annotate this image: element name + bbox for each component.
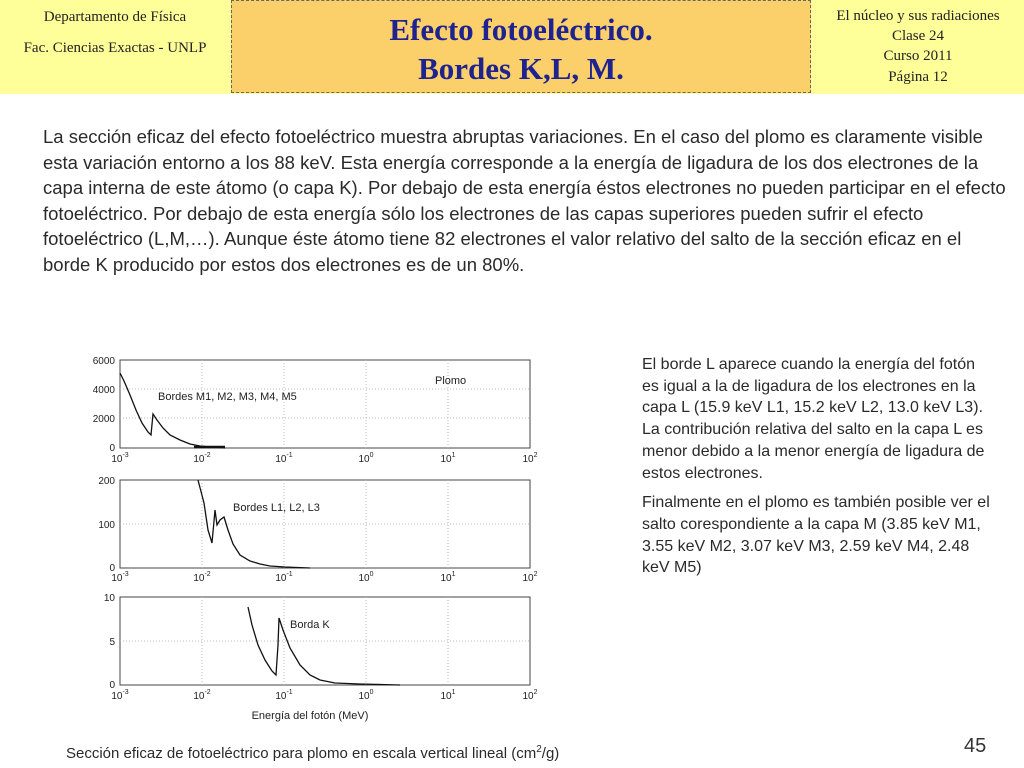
xtick-mid-5: $10^1$ xyxy=(440,571,456,584)
xtick-bot-5: $10^1$ xyxy=(440,689,456,702)
xtick-top-3: $10^{-1}$ xyxy=(275,452,293,465)
header-right-box xyxy=(812,0,1024,94)
ytick-top-0: 0 xyxy=(109,443,115,454)
class-number: Clase 24 xyxy=(891,28,945,44)
side-explanation xyxy=(642,354,992,587)
xtick-top-6: $10^2$ xyxy=(522,452,538,465)
curve-m-edges xyxy=(120,373,225,448)
ytick-mid-200: 200 xyxy=(98,476,115,487)
slide-header xyxy=(0,0,1024,94)
ytick-mid-0: 0 xyxy=(109,563,115,574)
slide-title-box xyxy=(231,0,811,93)
course-subject: El núcleo y sus radiaciones xyxy=(836,8,1000,24)
figure-caption xyxy=(66,744,559,762)
xtick-bot-1: $10^{-3}$ xyxy=(111,689,129,702)
label-k-edge: Borda K xyxy=(290,619,330,631)
intro-paragraph: La sección eficaz del efecto fotoeléctrico muestra abruptas variaciones. En el caso del plomo es claramente visible esta variación entorno a los 88 keV. Esta energía corresponde a la energía de ligadura de los dos electrones de la capa interna de este átomo (o capa K). Por debajo de esta energía éstos electrones no pueden participar en el efecto fotoeléctrico. Por debajo de esta energía sólo los electrones de las capas superiores pueden sufrir el efecto fotoeléctrico (L,M,…). Aunque éste átomo tiene 82 electrones el valor relativo del salto de la sección eficaz en el borde K producido por estos dos electrones es de un 80%. xyxy=(43,126,1006,275)
ytick-bot-5: 5 xyxy=(109,637,115,648)
xtick-bot-3: $10^{-1}$ xyxy=(275,689,293,702)
page-number: 45 xyxy=(964,735,987,757)
faculty-name: Fac. Ciencias Exactas - UNLP xyxy=(23,40,207,56)
slide-title-line1: Efecto fotoeléctrico. xyxy=(389,12,653,47)
panel-top-frame xyxy=(120,360,530,448)
ytick-mid-100: 100 xyxy=(98,520,115,531)
ytick-top-6000: 6000 xyxy=(92,356,115,367)
caption-text: Sección eficaz de fotoeléctrico para plomo en escala vertical lineal (cm xyxy=(66,745,537,762)
xtick-bot-2: $10^{-2}$ xyxy=(193,689,211,702)
xtick-top-4: $10^0$ xyxy=(358,452,374,465)
slide-title-line2: Bordes K,L, M. xyxy=(418,51,624,86)
caption-tail: /g) xyxy=(541,745,560,762)
xtick-top-5: $10^1$ xyxy=(440,452,456,465)
course-year: Curso 2011 xyxy=(883,48,953,64)
xtick-mid-6: $10^2$ xyxy=(522,571,538,584)
side-paragraph-l-edge: El borde L aparece cuando la energía del fotón es igual a la de ligadura de los electrones en la capa L (15.9 keV L1, 15.2 keV L2, 13.0 keV L3). La contribución relativa del salto en la capa L es menor debido a la menor energía de ligadura de estos electrones. xyxy=(642,356,985,482)
header-left-box xyxy=(0,0,230,94)
label-material: Plomo xyxy=(435,375,467,387)
xtick-mid-3: $10^{-1}$ xyxy=(275,571,293,584)
x-axis-title: Energía del fotón (MeV) xyxy=(251,710,369,722)
xtick-top-2: $10^{-2}$ xyxy=(193,452,211,465)
cross-section-figure xyxy=(60,345,550,725)
xtick-bot-4: $10^0$ xyxy=(358,689,374,702)
xtick-bot-6: $10^2$ xyxy=(522,689,538,702)
ytick-top-2000: 2000 xyxy=(92,414,115,425)
xtick-mid-1: $10^{-3}$ xyxy=(111,571,129,584)
label-l-edges: Bordes L1, L2, L3 xyxy=(233,502,320,514)
grid-lines xyxy=(120,360,530,685)
curve-l-edges xyxy=(198,480,310,568)
ytick-bot-10: 10 xyxy=(103,593,115,604)
xtick-top-1: $10^{-3}$ xyxy=(111,452,129,465)
ytick-top-4000: 4000 xyxy=(92,385,115,396)
department-name: Departamento de Física xyxy=(43,9,187,25)
label-m-edges: Bordes M1, M2, M3, M4, M5 xyxy=(158,391,297,403)
header-page: Página 12 xyxy=(888,69,948,85)
xtick-mid-2: $10^{-2}$ xyxy=(193,571,211,584)
xtick-mid-4: $10^0$ xyxy=(358,571,374,584)
side-paragraph-m-edge: Finalmente en el plomo es también posible ver el salto corespondiente a la capa M (3.85 keV M1, 3.55 keV M2, 3.07 keV M3, 2.59 keV M4, 2.48 keV M5) xyxy=(642,494,990,577)
ytick-bot-0: 0 xyxy=(109,680,115,691)
caption-superscript: 2 xyxy=(536,744,542,755)
